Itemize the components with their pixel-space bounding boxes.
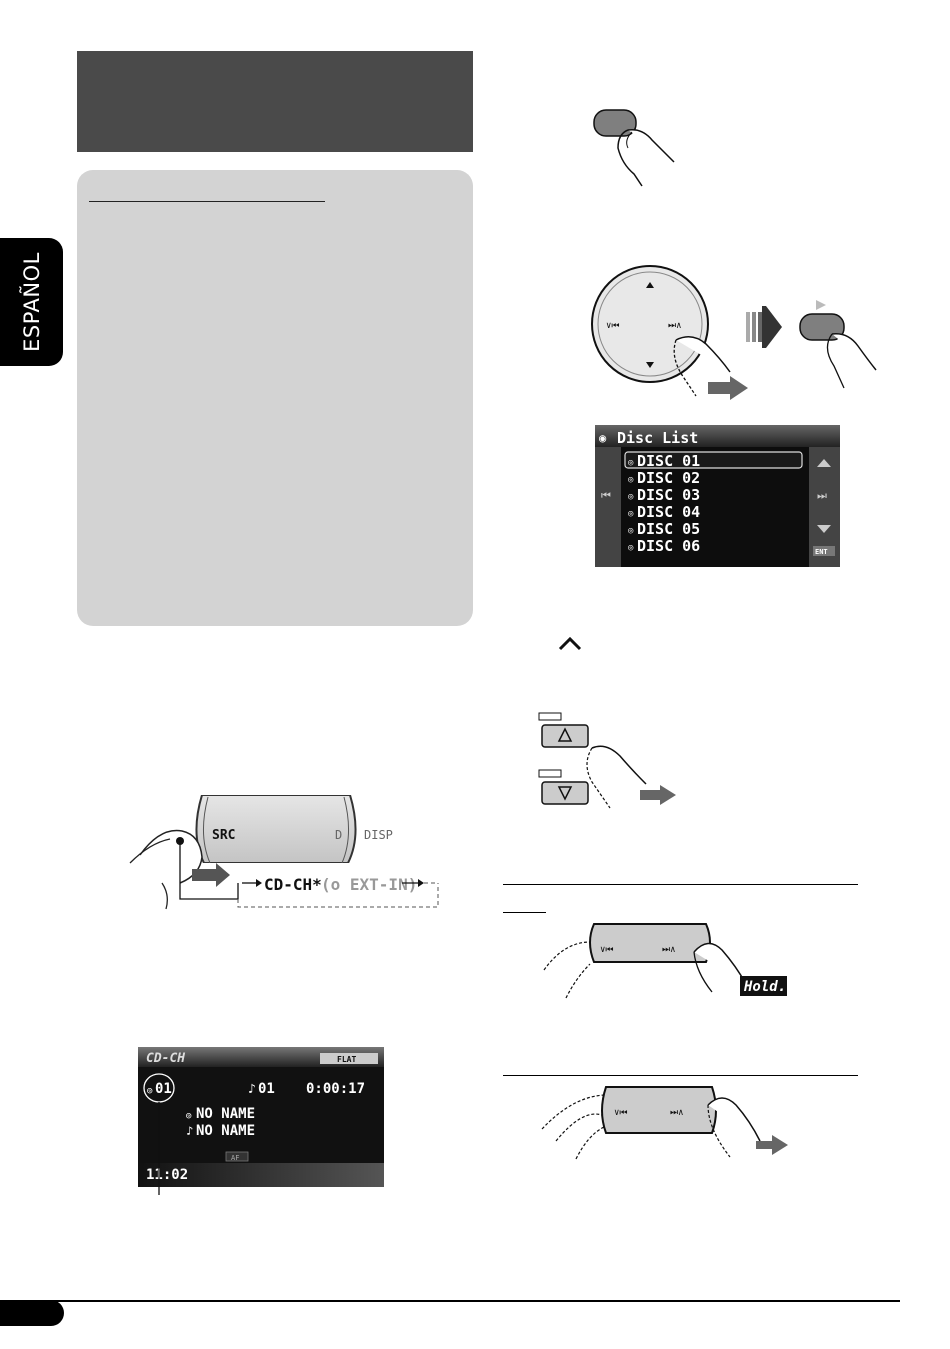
disc-number: 01 [155,1081,172,1097]
src-dial-illustration [120,795,450,915]
next-icon: ⏭∧ [662,945,676,955]
disc-list-item[interactable] [628,520,700,538]
disc-list-item-label: DISC 05 [637,520,701,538]
asterisk: * [312,875,322,894]
language-tab [0,238,63,366]
cdch-source-label: CD-CH [264,875,313,894]
prev-icon: ∨⏮ [606,321,620,331]
disc-list-item[interactable] [628,486,700,504]
svg-text:◎: ◎ [628,509,634,519]
control-dial-segment [590,924,710,962]
info-box-rule [89,201,325,202]
note-icon: ♪ [248,1082,256,1097]
svg-text:◎: ◎ [628,492,634,502]
page-number-tab [0,1300,64,1326]
disc-list-items [628,452,700,555]
eq-badge: FLAT [337,1055,357,1064]
finger-icon [628,130,674,162]
hold-illustration [536,922,812,1002]
elapsed-time: 0:00:17 [306,1081,366,1097]
af-badge: AF [231,1154,240,1162]
disc-list-item[interactable] [628,503,700,521]
folder-icon: ◎ [186,1111,192,1121]
disp-label: DISP [364,828,393,842]
disc-list-screen [595,425,840,567]
track-note-icon: ♪ [186,1124,194,1138]
next-icon: ⏭∧ [668,321,682,331]
arrow-icon [756,1135,788,1155]
next-icon[interactable]: ⏭ [817,489,827,502]
svg-text:CD-CH* [264,875,322,894]
disc-list-icon: ◉ [599,431,607,445]
svg-text:◎: ◎ [628,475,634,485]
disc-list-item-label: DISC 01 [637,452,701,470]
clock: 11:02 [146,1167,189,1183]
disc-list-item-label: DISC 02 [637,469,701,487]
screen-source: CD-CH [146,1051,186,1066]
footer-rule [0,1300,900,1302]
control-dial-illustration [588,262,888,402]
info-box [77,170,473,626]
src-label: SRC [212,828,236,843]
disc-list-item[interactable] [628,452,700,470]
skip-illustration [536,1085,796,1165]
track-name: NO NAME [196,1123,256,1139]
d-label: D [335,828,343,842]
svg-text:◎: ◎ [628,526,634,536]
arrow-icon [640,785,676,805]
button-press-illustration-1 [588,100,698,190]
divider [503,1075,858,1076]
section-title-bar [77,51,473,152]
up-down-keys-illustration [536,708,686,812]
arrow-icon [708,376,748,400]
disc-list-title: Disc List [617,429,699,447]
caret-up-icon [557,636,583,652]
prev-icon: ∨⏮ [600,945,614,955]
svg-text:◎: ◎ [628,458,634,468]
disc-list-item[interactable] [628,537,700,555]
track-number: 01 [258,1081,275,1097]
divider-short [503,912,546,913]
next-icon: ⏭∧ [670,1108,684,1118]
source-button-icon [594,110,636,136]
divider [503,884,858,885]
disc-list-item[interactable] [628,469,700,487]
disc-icon: ◎ [147,1086,153,1096]
folder-name: NO NAME [196,1106,256,1122]
down-key[interactable] [542,782,588,804]
disc-list-item-label: DISC 04 [637,503,701,521]
prev-icon: ∨⏮ [614,1108,628,1118]
hold-label: Hold.... [744,979,812,995]
finger-icon [592,746,646,784]
cdch-display-screen [138,1047,384,1195]
svg-text:◎: ◎ [628,543,634,553]
disc-list-item-label: DISC 06 [637,537,701,555]
disc-list-item-label: DISC 03 [637,486,701,504]
play-icon [816,300,826,310]
ext-in-label: (o EXT-IN) [321,875,418,894]
language-tab-label: ESPAÑOL [19,252,44,352]
prev-icon[interactable]: ⏮ [601,489,611,502]
transition-arrow-icon [746,306,782,348]
ent-button[interactable]: ENT [815,548,828,556]
